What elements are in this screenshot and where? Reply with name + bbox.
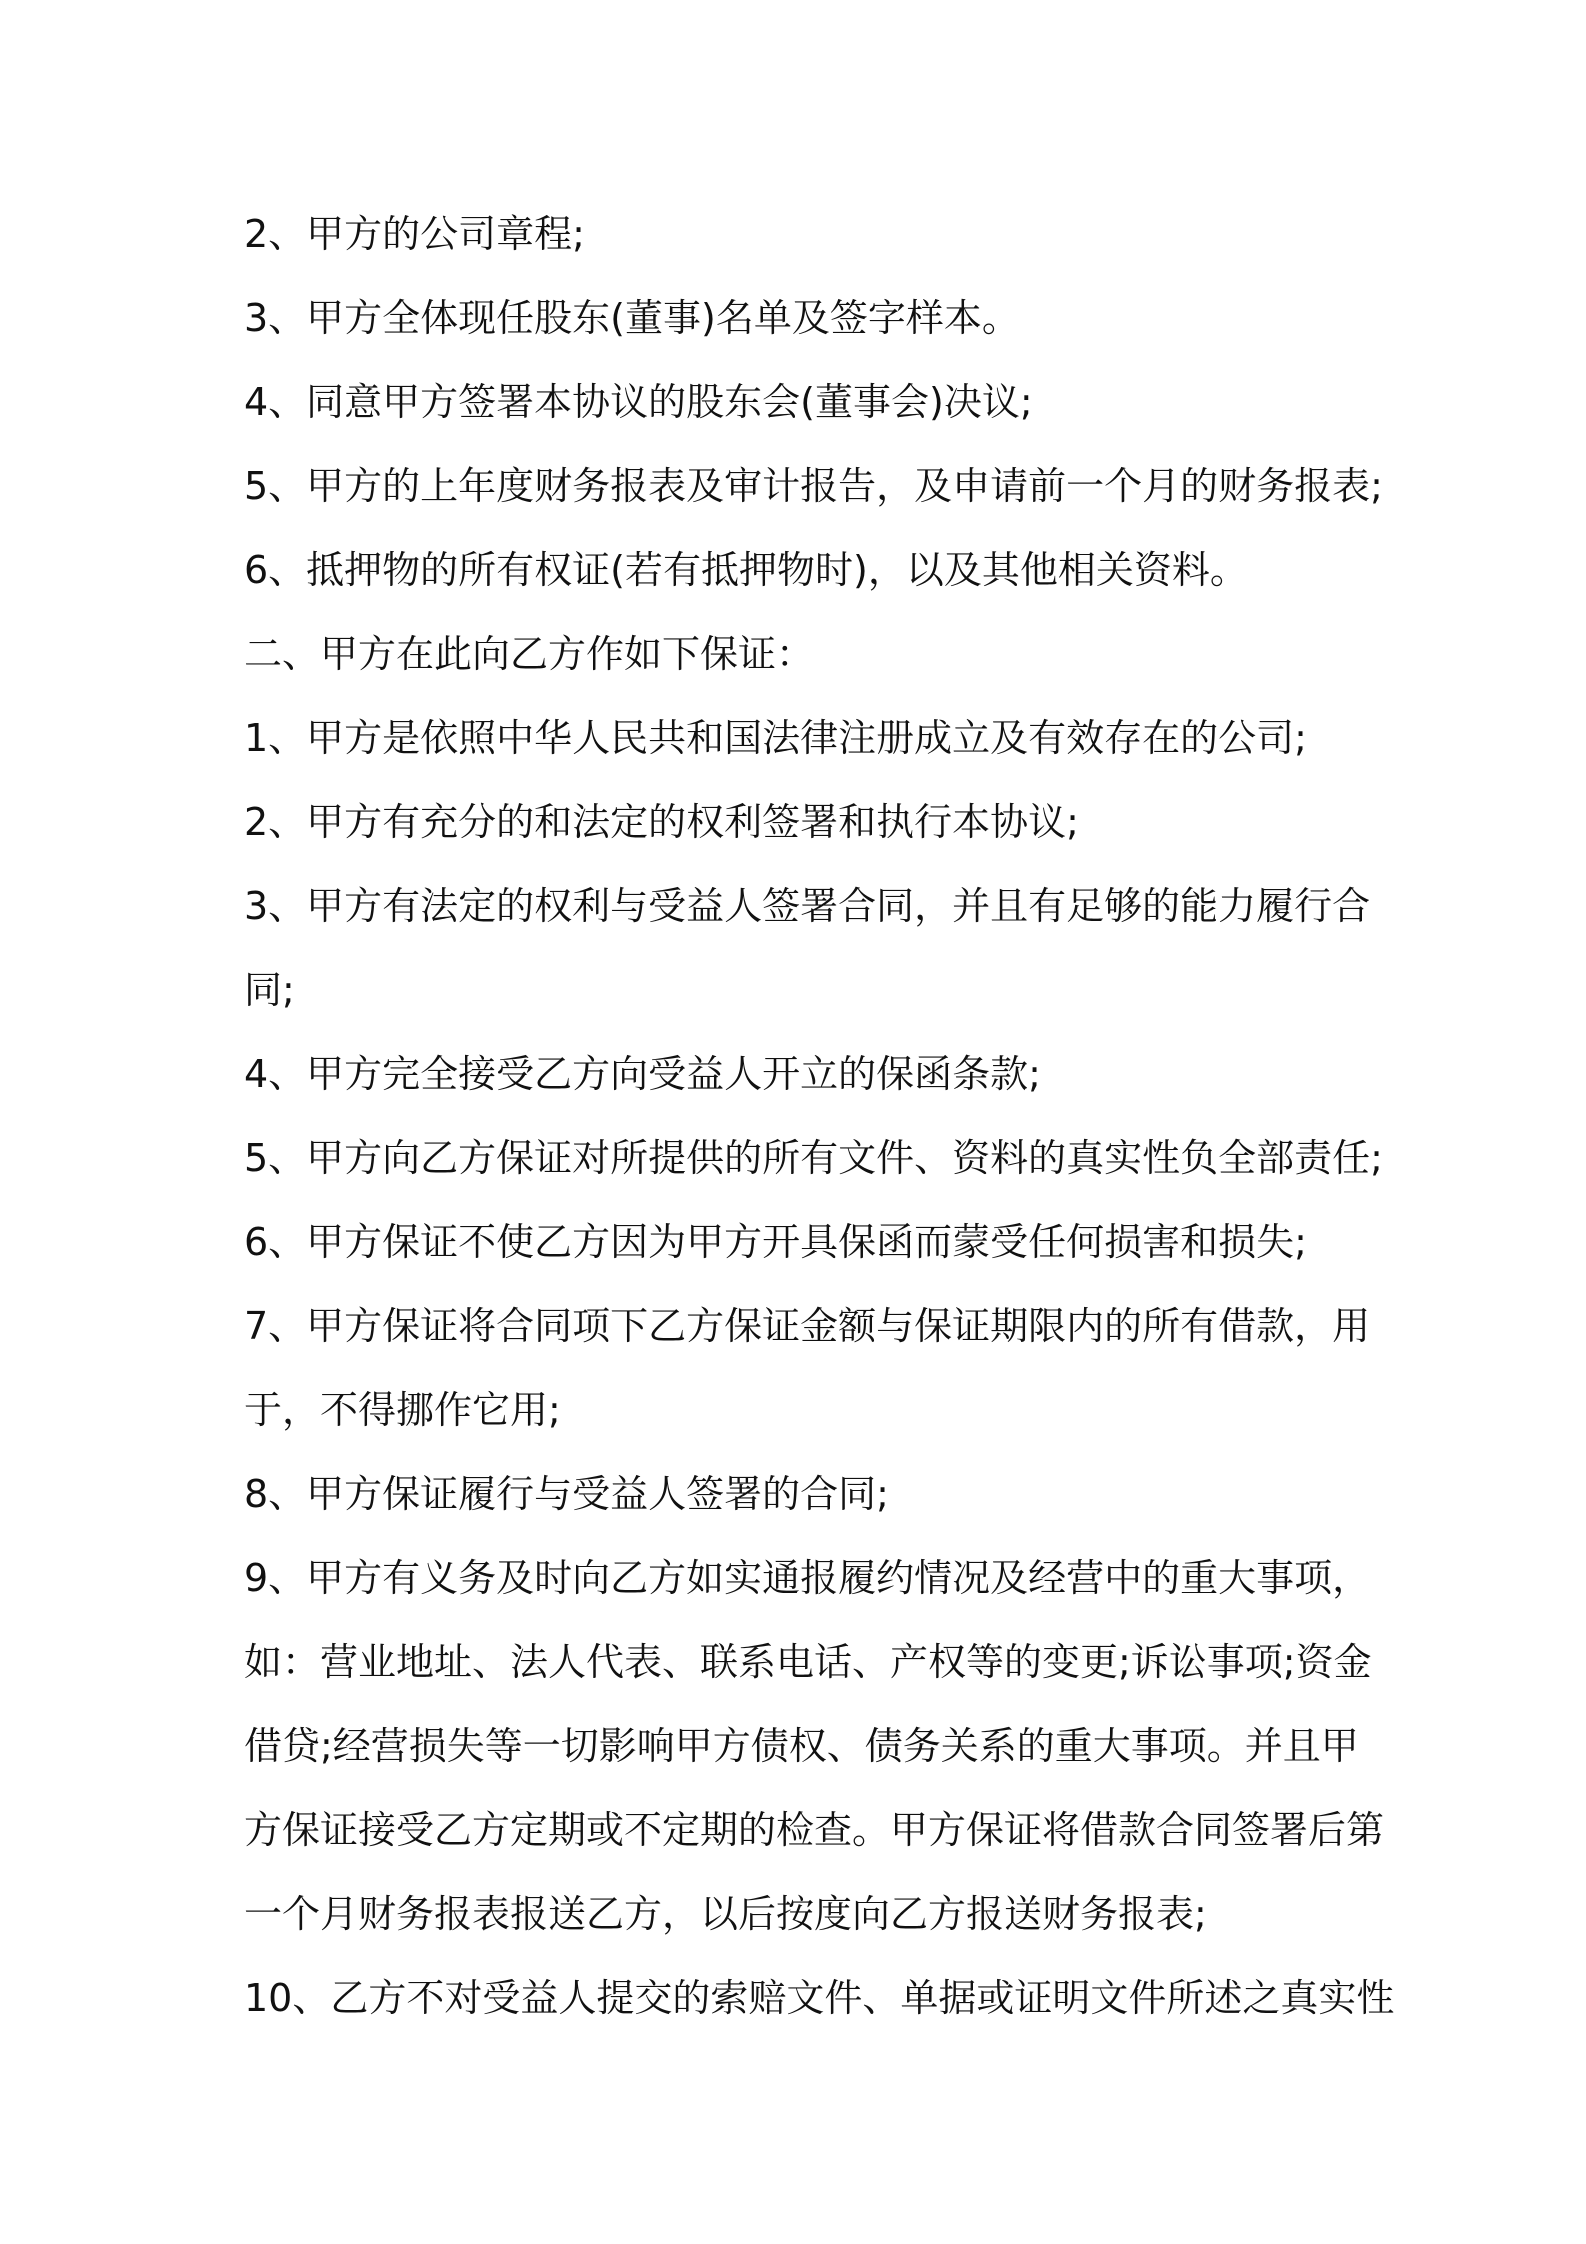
section-heading: 二、甲方在此向乙方作如下保证： bbox=[244, 632, 815, 676]
text-line: 5、甲方向乙方保证对所提供的所有文件、资料的真实性负全部责任; bbox=[244, 1136, 1383, 1180]
text-line: 4、甲方完全接受乙方向受益人开立的保函条款; bbox=[244, 1052, 1041, 1096]
text-line: 6、抵押物的所有权证(若有抵押物时)，以及其他相关资料。 bbox=[244, 548, 1248, 592]
text-line: 1、甲方是依照中华人民共和国法律注册成立及有效存在的公司; bbox=[244, 716, 1307, 760]
document-body bbox=[244, 192, 1395, 2040]
text-line: 8、甲方保证履行与受益人签署的合同; bbox=[244, 1472, 889, 1516]
text-line: 一个月财务报表报送乙方，以后按度向乙方报送财务报表; bbox=[244, 1892, 1207, 1936]
text-line: 同; bbox=[244, 968, 295, 1012]
text-line: 3、甲方全体现任股东(董事)名单及签字样本。 bbox=[244, 296, 1020, 340]
text-line: 9、甲方有义务及时向乙方如实通报履约情况及经营中的重大事项， bbox=[244, 1556, 1371, 1600]
text-line: 3、甲方有法定的权利与受益人签署合同，并且有足够的能力履行合 bbox=[244, 884, 1371, 928]
text-line: 7、甲方保证将合同项下乙方保证金额与保证期限内的所有借款，用 bbox=[244, 1304, 1371, 1348]
text-line: 4、同意甲方签署本协议的股东会(董事会)决议; bbox=[244, 380, 1033, 424]
text-line: 10、乙方不对受益人提交的索赔文件、单据或证明文件所述之真实性 bbox=[244, 1976, 1395, 2020]
text-line: 2、甲方有充分的和法定的权利签署和执行本协议; bbox=[244, 800, 1079, 844]
text-line: 2、甲方的公司章程; bbox=[244, 212, 585, 256]
text-line: 借贷;经营损失等一切影响甲方债权、债务关系的重大事项。并且甲 bbox=[244, 1724, 1359, 1768]
text-line: 5、甲方的上年度财务报表及审计报告，及申请前一个月的财务报表; bbox=[244, 464, 1383, 508]
text-line: 于，不得挪作它用; bbox=[244, 1388, 561, 1432]
text-line: 6、甲方保证不使乙方因为甲方开具保函而蒙受任何损害和损失; bbox=[244, 1220, 1307, 1264]
text-line: 方保证接受乙方定期或不定期的检查。甲方保证将借款合同签署后第 bbox=[244, 1808, 1385, 1852]
text-line: 如：营业地址、法人代表、联系电话、产权等的变更;诉讼事项;资金 bbox=[244, 1640, 1372, 1684]
